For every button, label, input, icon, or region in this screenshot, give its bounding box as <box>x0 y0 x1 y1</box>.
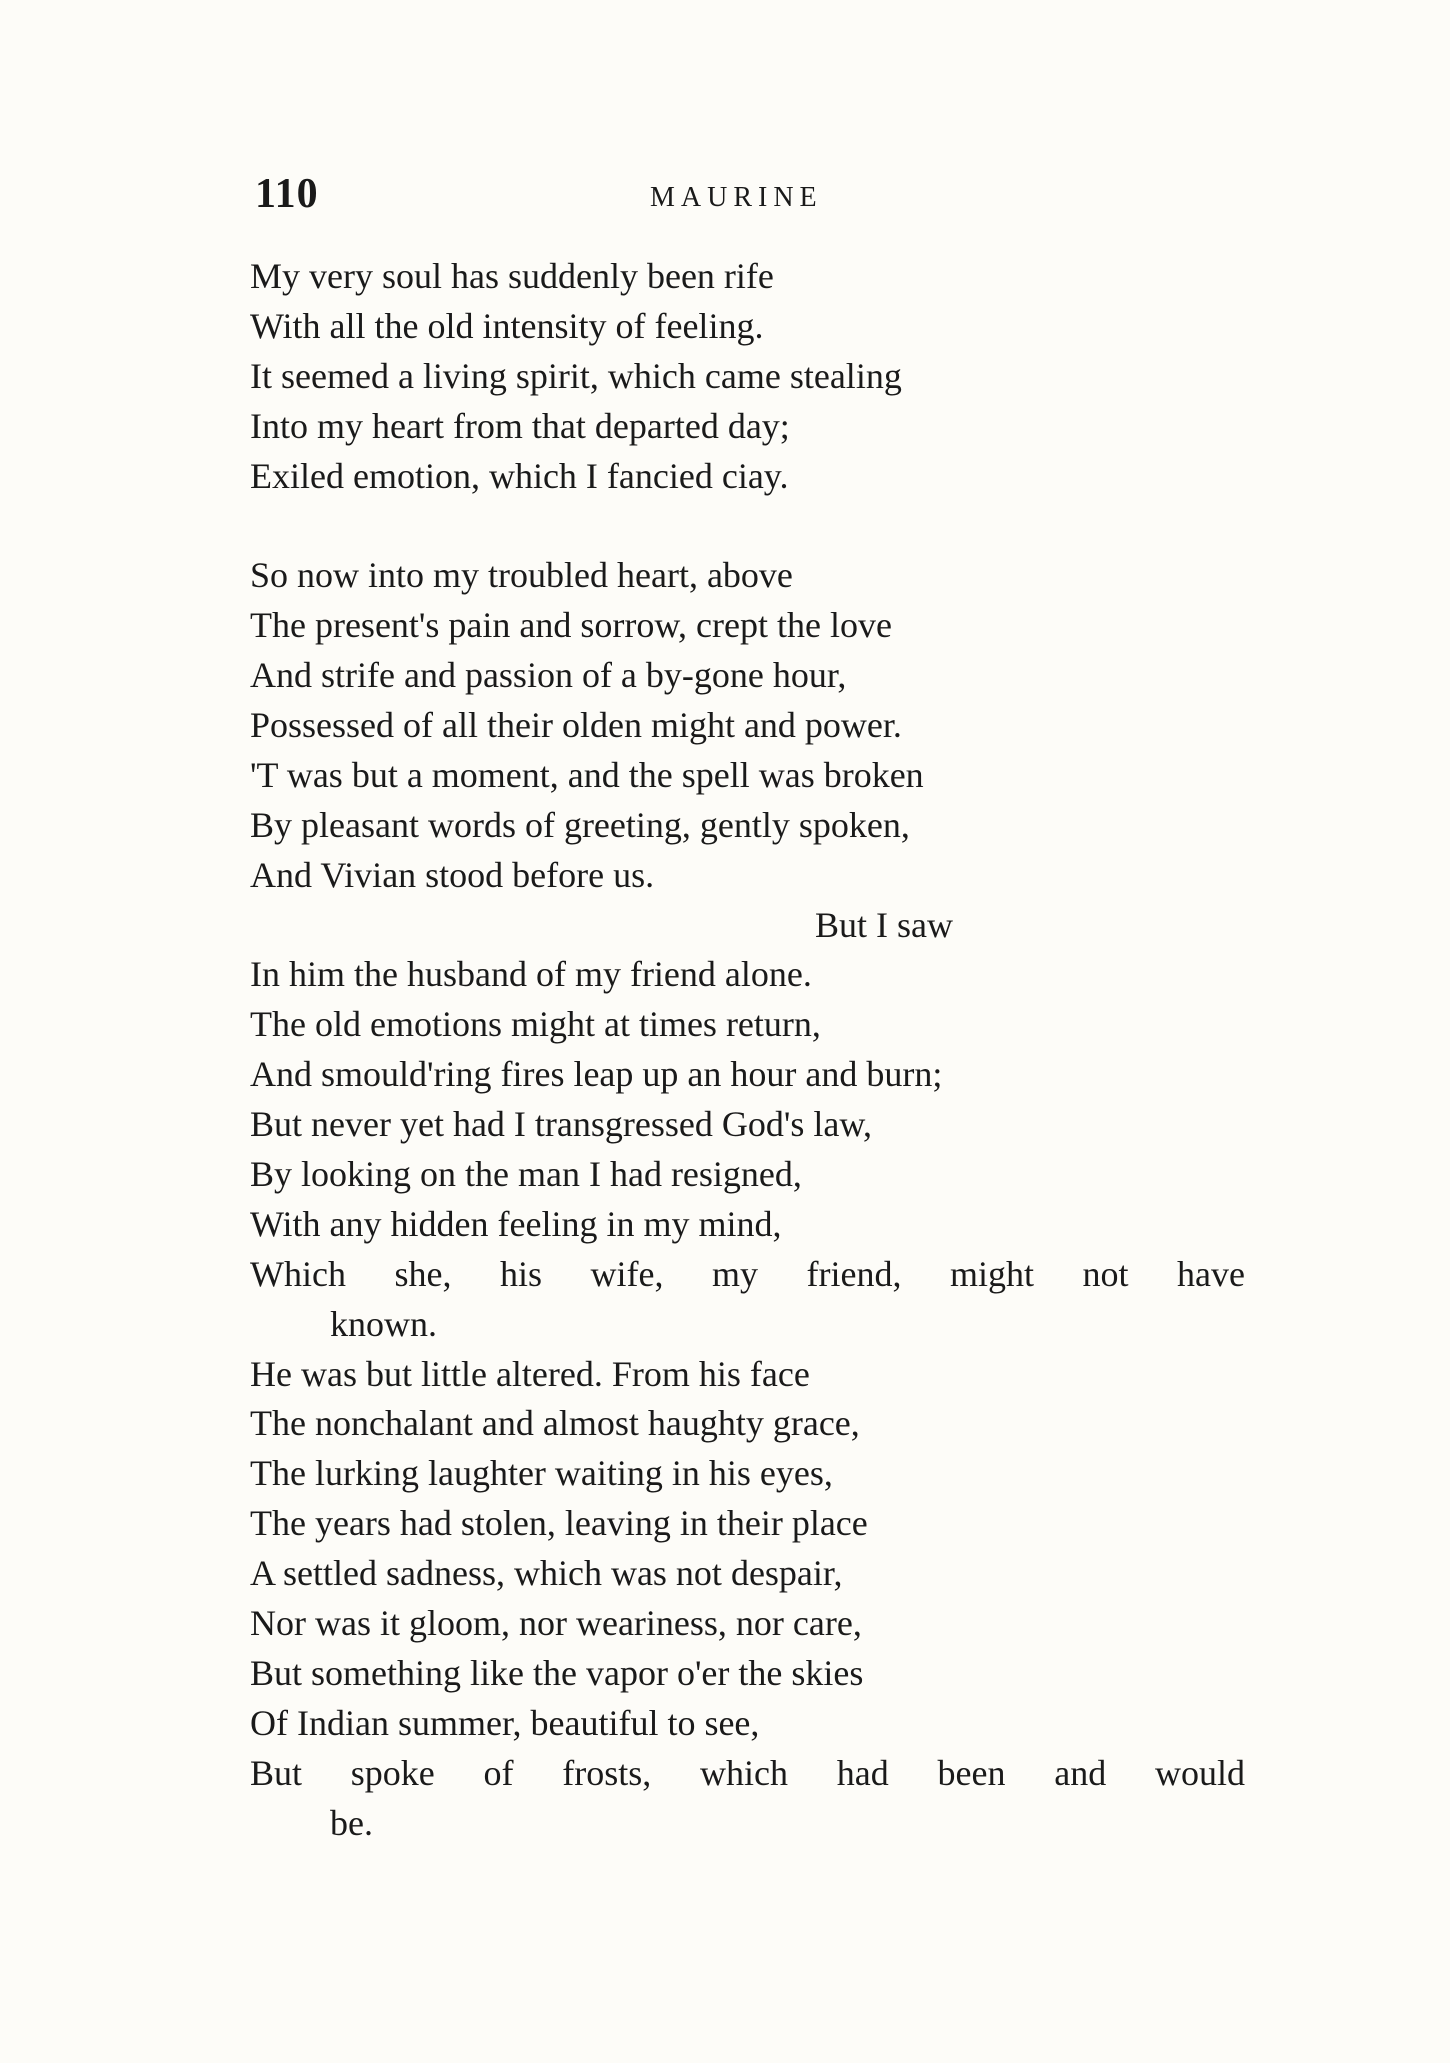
poem-line: Which she, his wife, my friend, might not have <box>250 1253 1245 1294</box>
poem-line: And strife and passion of a by-gone hour, <box>250 655 847 696</box>
page-number: 110 <box>255 171 319 217</box>
poem-line: The old emotions might at times return, <box>250 1004 821 1045</box>
poem-line: The years had stolen, leaving in their place <box>250 1503 868 1544</box>
poem-text <box>250 252 1250 1849</box>
poem-line: But never yet had I transgressed God's law, <box>250 1104 872 1145</box>
poem-line-continuation: be. <box>330 1802 373 1843</box>
poem-line: The present's pain and sorrow, crept the love <box>250 605 892 646</box>
poem-line: But I saw <box>815 904 953 945</box>
poem-line: Into my heart from that departed day; <box>250 405 790 446</box>
poem-line: Of Indian summer, beautiful to see, <box>250 1702 760 1743</box>
poem-line: With any hidden feeling in my mind, <box>250 1203 782 1244</box>
poem-line-continuation: known. <box>330 1303 437 1344</box>
poem-line: In him the husband of my friend alone. <box>250 954 812 995</box>
poem-line: By pleasant words of greeting, gently spoken, <box>250 804 910 845</box>
poem-line: But something like the vapor o'er the skies <box>250 1652 864 1693</box>
poem-line: And Vivian stood before us. <box>250 854 655 895</box>
poem-line: And smould'ring fires leap up an hour and burn; <box>250 1054 943 1095</box>
poem-line: Exiled emotion, which I fancied ciay. <box>250 455 789 496</box>
poem-line: My very soul has suddenly been rife <box>250 256 774 296</box>
poem-line: It seemed a living spirit, which came stealing <box>250 355 902 396</box>
poem-line: So now into my troubled heart, above <box>250 555 793 596</box>
poem-line: By looking on the man I had resigned, <box>250 1154 802 1195</box>
poem-line: But spoke of frosts, which had been and would <box>250 1752 1245 1793</box>
page-header <box>255 170 1155 230</box>
poem-line: He was but little altered. From his face <box>250 1353 810 1394</box>
poem-line: With all the old intensity of feeling. <box>250 305 764 346</box>
poem-line: 'T was but a moment, and the spell was broken <box>250 754 924 795</box>
poem-line: The lurking laughter waiting in his eyes, <box>250 1453 833 1494</box>
poem-line: Nor was it gloom, nor weariness, nor care, <box>250 1603 862 1644</box>
stanza-break <box>250 501 1250 551</box>
running-title: MAURINE <box>650 182 823 213</box>
poem-line: The nonchalant and almost haughty grace, <box>250 1403 860 1444</box>
poem-line: Possessed of all their olden might and power. <box>250 705 902 746</box>
poem-line: A settled sadness, which was not despair, <box>250 1553 843 1594</box>
